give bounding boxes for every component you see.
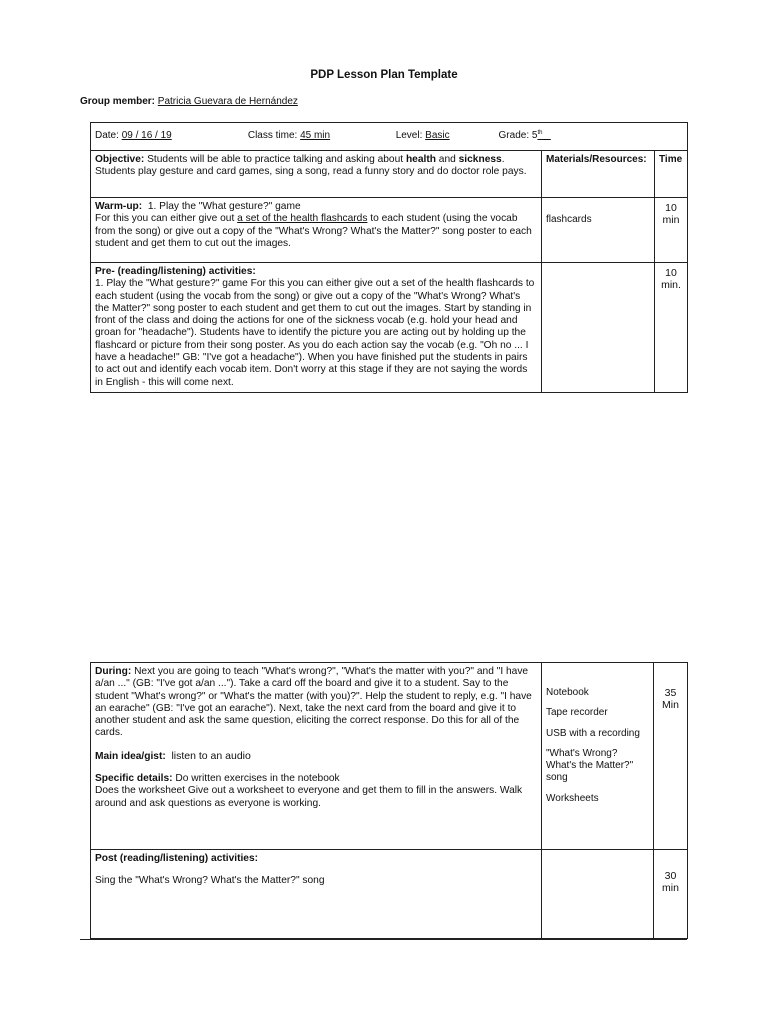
warmup-text-2: to each student (using the vocab from the song) or give out a copy of the "What's Wrong? What's the Matter?" song poster to each student and get them to cut out the images. [95, 213, 532, 249]
objective-text-3: . Students play gesture and card games, sing a song, read a funny story and do doctor role pays. [95, 154, 527, 178]
grade-suffix: th [537, 130, 543, 136]
during-time-value: 35 [664, 687, 677, 699]
post-time-unit: min [662, 882, 679, 895]
objective-text-2: and [438, 154, 456, 165]
date-field [95, 130, 245, 142]
material-item: USB with a recording [546, 727, 640, 739]
pre-activities-text: 1. Play the "What gesture?" game For this you can either give out a set of the health flashcards to each student (using the vocab from the song) or give out a copy of the "What's Wrong? What's the Matter?" song poster to each student and get them to cut out the images. Start by standing in front of the class and doing the actions for one of the sickness vocab (e.g. hold your head and groan for "headache"). Students have to identify the picture you are acting out by holding up the flashcard or picture from their song poster. As you do each action say the vocab (e.g. "Oh no ... I have a headache!" GB: "I've got a headache"). When you have finished put the students in pairs to act out and identify each vocab item. Don't worry at this stage if they are not saying the words in English - this will come next. [95, 278, 535, 388]
objective-label: Objective: [95, 154, 145, 165]
material-item: Notebook [546, 687, 589, 698]
material-item: Worksheets [546, 792, 599, 804]
post-time-value: 30 [664, 870, 677, 882]
pre-activities-row [91, 263, 688, 393]
during-text: Next you are going to teach "What's wrong?", "What's the matter with you?" and "I have a/an ..." (GB: "I've got a/an ..."). Take a card off the board and give it to a student. Say to the student "What's wrong?" or "What's the matter (with you)?". Help the student to reply, e.g. "I have an earache" (GB: "I've got an earache"). Next, take the next card from the board and give it to another student and ask the same question, eliciting the correct response. Do this for all of the cards. [95, 666, 532, 739]
level-label: Level: [395, 130, 423, 142]
specific-details-label: Specific details: [95, 773, 173, 785]
grade-number: 5 [531, 130, 538, 142]
main-idea-text: listen to an audio [171, 749, 251, 762]
material-item: "What's Wrong? What's the Matter?" song [546, 747, 634, 784]
class-time-label: Class time: [247, 130, 298, 142]
during-time-unit: Min [662, 699, 679, 712]
group-member-label: Group member: [80, 96, 156, 107]
post-activities-text: Sing the "What's Wrong? What's the Matter?" song [95, 875, 325, 887]
header-row [91, 123, 688, 151]
pre-activities-label: Pre- (reading/listening) activities: [95, 266, 256, 277]
materials-header: Materials/Resources: [542, 151, 655, 198]
class-time-field [248, 130, 393, 142]
objective-bold-health: health [405, 154, 436, 165]
specific-details-text-1: Do written exercises in the notebook [175, 773, 340, 785]
warmup-time-value: 10 [665, 202, 677, 214]
during-materials [542, 663, 654, 850]
specific-details-text-2: Does the worksheet Give out a worksheet to everyone and get them to fill in the answers. Walk around and ask questions as everyone is working. [95, 785, 523, 809]
class-time-value: 45 min [300, 130, 331, 142]
page-title: PDP Lesson Plan Template [310, 69, 458, 81]
grade-field [499, 127, 551, 143]
date-label: Date: [95, 130, 119, 142]
warmup-row [91, 198, 688, 263]
material-item: Tape recorder [546, 707, 608, 719]
warmup-time-unit: min [662, 214, 680, 227]
grade-label: Grade: [498, 130, 530, 142]
lesson-plan-table-bottom [90, 662, 688, 939]
main-idea-label: Main idea/gist: [95, 750, 166, 762]
objective-row [91, 151, 688, 198]
during-label: During: [95, 666, 132, 677]
main-idea [95, 750, 537, 763]
bottom-rule [80, 939, 687, 940]
post-activities-label: Post (reading/listening) activities: [95, 853, 259, 864]
warmup-label: Warm-up: [95, 201, 143, 212]
level-field [396, 130, 496, 142]
objective-bold-sickness: sickness [458, 154, 502, 165]
flashcards-link[interactable]: a set of the health flashcards [237, 213, 368, 225]
objective-text-1: Students will be able to practice talking and asking about [147, 154, 404, 165]
pre-time-value: 10 [665, 267, 677, 279]
during-row [91, 663, 688, 850]
grade-value [532, 127, 551, 143]
group-member [80, 96, 298, 107]
pre-materials [542, 263, 655, 393]
warmup-time [655, 198, 688, 263]
warmup-text-1: For this you can either give out [95, 213, 235, 225]
pre-time [655, 263, 688, 393]
pre-time-unit: min. [661, 279, 681, 292]
time-header: Time [655, 151, 688, 198]
specific-details [95, 773, 537, 810]
post-activities-row [91, 850, 688, 939]
warmup-title: 1. Play the "What gesture?" game [147, 201, 301, 212]
during-time [654, 663, 688, 850]
level-value: Basic [425, 130, 450, 142]
group-member-value: Patricia Guevara de Hernández [157, 96, 298, 107]
post-materials [542, 850, 654, 939]
lesson-plan-table-top [90, 122, 688, 393]
post-time [654, 850, 688, 939]
date-value: 09 / 16 / 19 [121, 130, 172, 142]
warmup-materials: flashcards [542, 198, 655, 263]
